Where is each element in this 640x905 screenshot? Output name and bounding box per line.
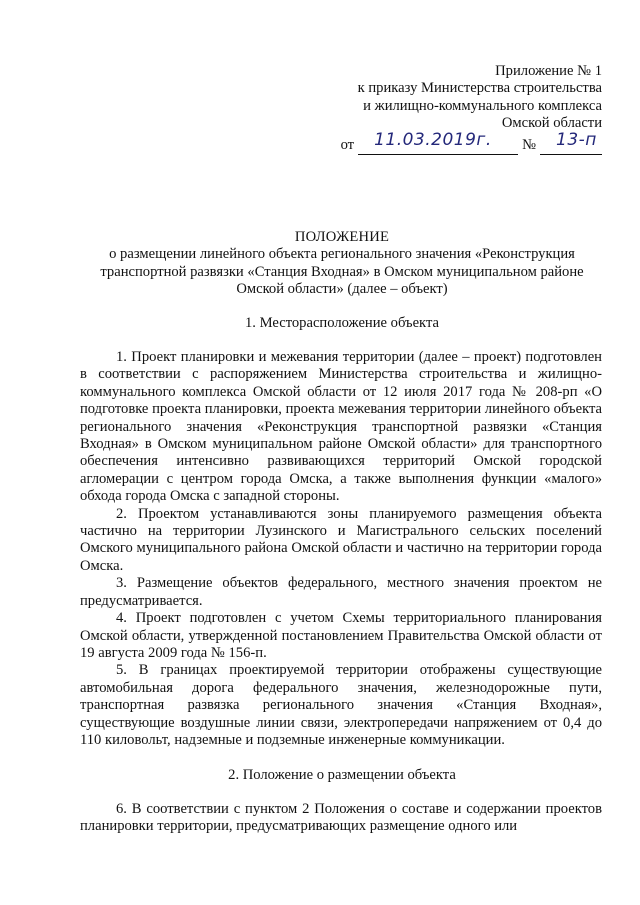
handwritten-date: 11.03.2019г.	[374, 130, 492, 150]
number-field	[540, 130, 602, 155]
date-label: от	[340, 136, 355, 153]
paragraph-3: 3. Размещение объектов федерального, местного значения проектом не предусматривается.	[80, 575, 602, 609]
order-reference-line-2: и жилищно-коммунального комплекса	[363, 97, 602, 114]
date-field	[358, 130, 518, 155]
approval-header	[272, 63, 602, 133]
handwritten-number: 13-п	[556, 130, 597, 150]
paragraph-2: 2. Проектом устанавливаются зоны планируемого размещения объекта частично на территории Лузинского и Магистрального сельских поселений Омского муниципального района Омской области и частично на территории города Омска.	[80, 505, 602, 574]
section-2-body	[80, 801, 602, 836]
title-subtitle: о размещении линейного объекта регионального значения «Реконструкция транспортной развязки «Станция Входная» в Омском муниципальном районе Омской области» (далее – объект)	[100, 246, 584, 298]
section-1-heading: 1. Месторасположение объекта	[245, 315, 439, 331]
paragraph-5: 5. В границах проектируемой территории отображены существующие автомобильная дорога федерального значения, железнодорожные пути, транспортная развязка регионального значения «Станция Входная», существующие воздушные линии связи, электропередачи напряжением от 0,4 до 110 киловольт, надземные и подземные инженерные коммуникации.	[80, 662, 602, 748]
section-1-body	[80, 349, 602, 749]
paragraph-4: 4. Проект подготовлен с учетом Схемы территориального планирования Омской области, утвержденной постановлением Правительства Омской области от 19 августа 2009 года № 156-п.	[80, 610, 602, 661]
document-title	[80, 229, 604, 299]
section-2-heading: 2. Положение о размещении объекта	[228, 767, 456, 783]
order-reference-line-1: к приказу Министерства строительства	[357, 80, 602, 97]
number-label: №	[522, 136, 536, 153]
paragraph-6: 6. В соответствии с пунктом 2 Положения о составе и содержании проектов планировки территории, предусматривающих размещение одного или	[80, 801, 602, 835]
order-date-number-line	[337, 130, 602, 155]
paragraph-1: 1. Проект планировки и межевания территории (далее – проект) подготовлен в соответствии с распоряжением Министерства строительства и жилищно-коммунального комплекса Омской области от 12 июля 2017 года № 208-рп «О подготовке проекта планировки, проекта межевания территории линейного объекта регионального значения «Реконструкция транспортной развязки «Станция Входная» в Омском муниципальном районе Омской области» для транспортного обеспечения интенсивно развивающихся территорий Омской городской агломерации с центром города Омска, а также выполнения функции «малого» обхода города Омска с западной стороны.	[80, 349, 602, 505]
title-heading: ПОЛОЖЕНИЕ	[294, 229, 390, 245]
order-reference-line-3: Омской области	[501, 115, 602, 132]
appendix-label: Приложение № 1	[495, 63, 602, 79]
